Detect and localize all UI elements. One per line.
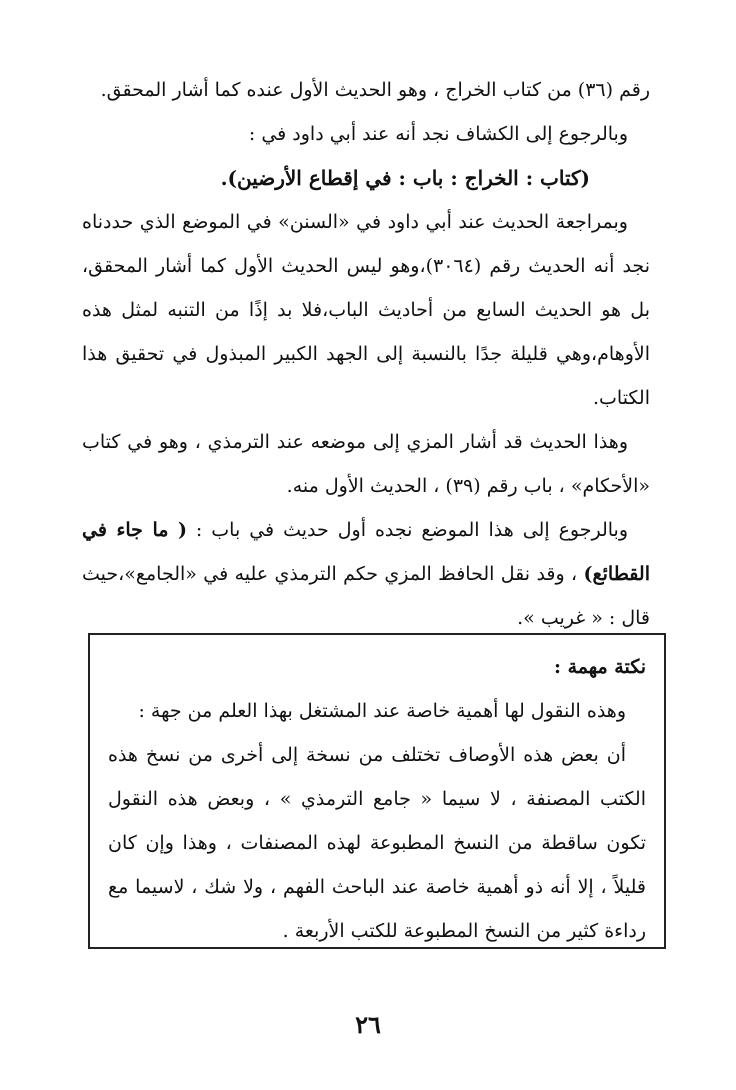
paragraph-4: وهذا الحديث قد أشار المزي إلى موضعه عند الترمذي ، وهو في كتاب «الأحكام» ، باب رقم (٣٩) ، الحديث الأول منه. bbox=[82, 431, 650, 497]
paragraph-5 bbox=[82, 508, 650, 640]
paragraph-5-end: ، وقد نقل الحافظ المزي حكم الترمذي عليه في «الجامع»،حيث قال : « غريب ». bbox=[82, 563, 650, 629]
note-box bbox=[88, 633, 666, 949]
chapter-title-bold: ( ما جاء في القطائع) bbox=[82, 519, 650, 585]
main-text bbox=[82, 68, 650, 640]
note-title: نكتة مهمة : bbox=[553, 656, 646, 678]
note-paragraph: أن بعض هذه الأوصاف تختلف من نسخة إلى أخرى من نسخ هذه الكتب المصنفة ، لا سيما « جامع الترمذي » ، وبعض هذه النقول تكون ساقطة من النسخ المطبوعة لهذه المصنفات ، وهذا وإن كان قليلاً ، إلا أنه ذو أهمية خاصة عند الباحث الفهم ، ولا شك ، لاسيما مع رداءة كثير من النسخ المطبوعة للكتب الأربعة . bbox=[108, 744, 646, 942]
paragraph-1: رقم (٣٦) من كتاب الخراج ، وهو الحديث الأول عنده كما أشار المحقق. bbox=[100, 79, 650, 101]
paragraph-3: وبمراجعة الحديث عند أبي داود في «السنن» في الموضع الذي حددناه نجد أنه الحديث رقم (٣٠٦٤)،وهو ليس الحديث الأول كما أشار المحقق، بل هو الحديث السابع من أحاديث الباب،فلا بد إذًا من التنبه لمثل هذه الأوهام،وهي قليلة جدًا بالنسبة إلى الجهد الكبير المبذول في تحقيق هذا الكتاب. bbox=[82, 211, 650, 409]
paragraph-2: وبالرجوع إلى الكشاف نجد أنه عند أبي داود في : bbox=[248, 123, 628, 145]
paragraph-5-start: وبالرجوع إلى هذا الموضع نجده أول حديث في باب : bbox=[186, 519, 629, 541]
page-number: ٢٦ bbox=[355, 1010, 381, 1039]
note-line-1: وهذه النقول لها أهمية خاصة عند المشتغل بهذا العلم من جهة : bbox=[138, 700, 626, 722]
chapter-heading: (كتاب : الخراج : باب : في إقطاع الأرضين). bbox=[220, 166, 590, 190]
